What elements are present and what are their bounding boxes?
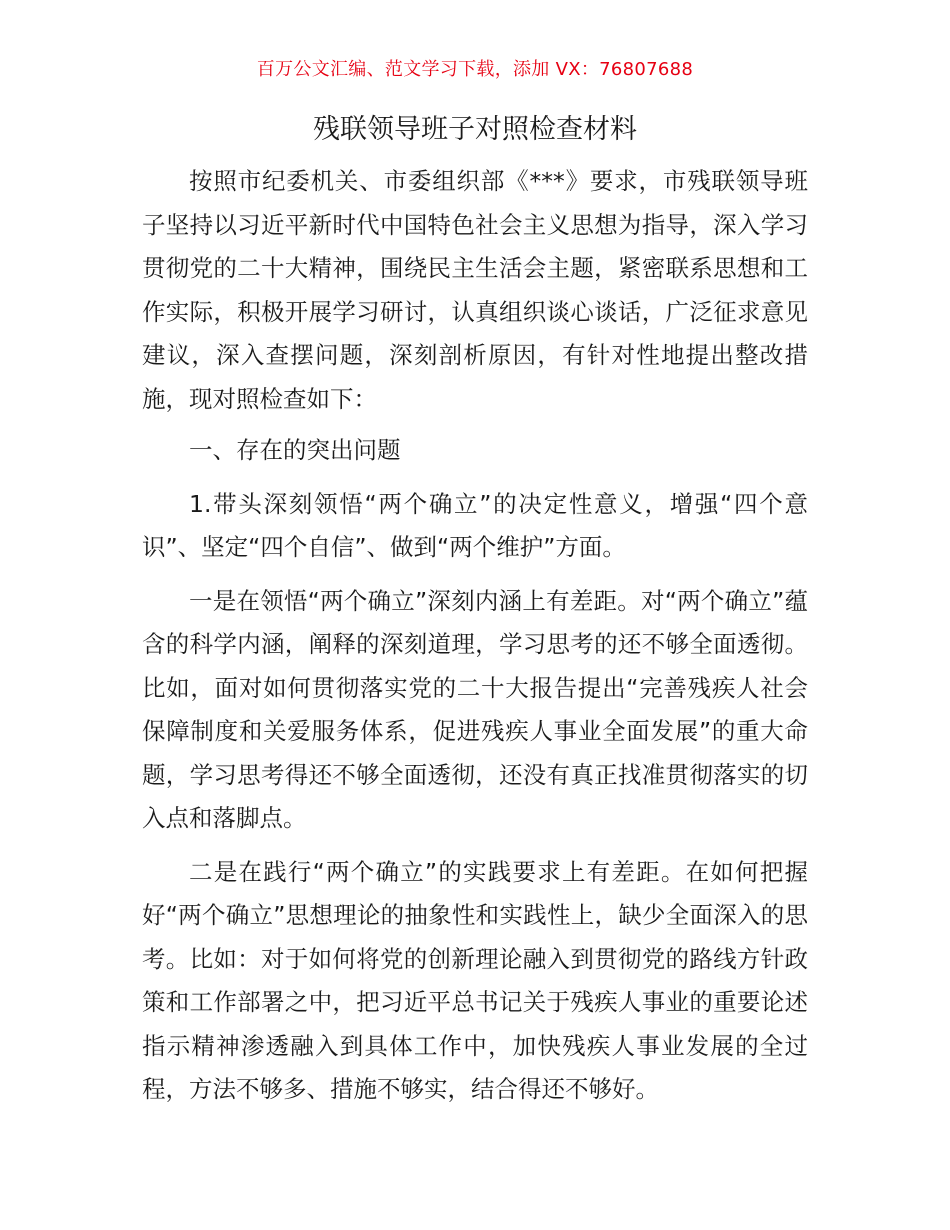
item-heading: 1.带头深刻领悟“两个确立”的决定性意义，增强“四个意识”、坚定“四个自信”、做到“两个维护”方面。 — [142, 489, 808, 561]
section-heading: 一、存在的突出问题 — [189, 436, 401, 464]
intro-paragraph: 按照市纪委机关、市委组织部《***》要求，市残联领导班子坚持以习近平新时代中国特色社会主义思想为指导，深入学习贯彻党的二十大精神，围绕民主生活会主题，紧密联系思想和工作实际，积极开展学习研讨，认真组织谈心谈话，广泛征求意见建议，深入查摆问题，深刻剖析原因，有针对性地提出整改措施，现对照检查如下： — [142, 167, 808, 413]
body-paragraph: 一是在领悟“两个确立”深刻内涵上有差距。对“两个确立”蕴含的科学内涵，阐释的深刻道理，学习思考的还不够全面透彻。比如，面对如何贯彻落实党的二十大报告提出“完善残疾人社会保障制度和关爱服务体系，促进残疾人事业全面发展”的重大命题，学习思考得还不够全面透彻，还没有真正找准贯彻落实的切入点和落脚点。 — [142, 586, 808, 832]
header-banner: 百万公文汇编、范文学习下载，添加 VX：76807688 — [256, 59, 694, 80]
document-title: 残联领导班子对照检查材料 — [313, 114, 637, 145]
body-paragraph: 二是在践行“两个确立”的实践要求上有差距。在如何把握好“两个确立”思想理论的抽象性和实践性上，缺少全面深入的思考。比如：对于如何将党的创新理论融入到贯彻党的路线方针政策和工作部署之中，把习近平总书记关于残疾人事业的重要论述指示精神渗透融入到具体工作中，加快残疾人事业发展的全过程，方法不够多、措施不够实，结合得还不够好。 — [142, 857, 808, 1103]
